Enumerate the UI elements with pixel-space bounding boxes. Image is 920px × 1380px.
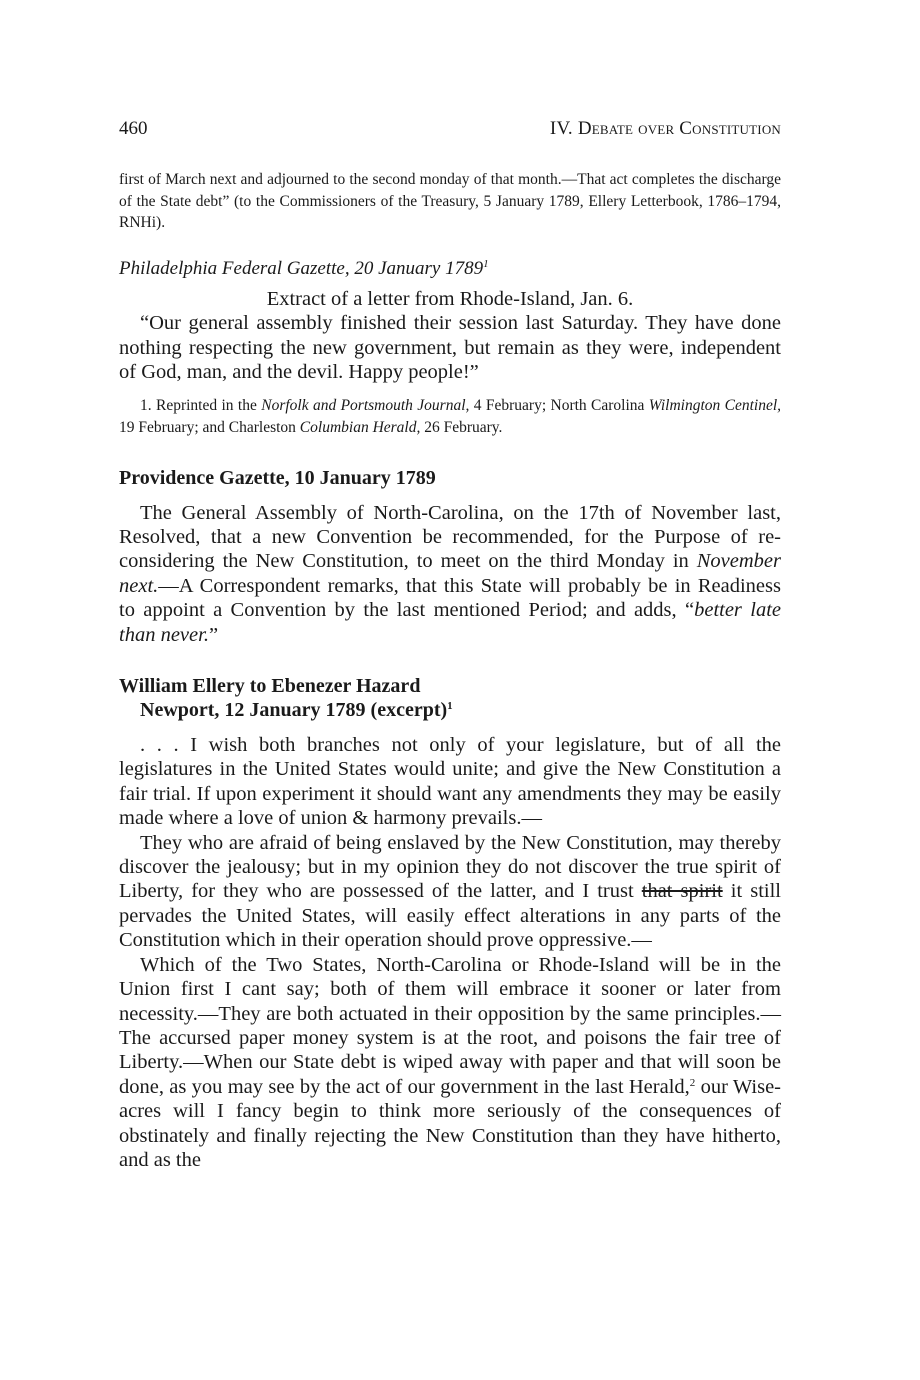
item3-para3-b: our Wise-acres will I fancy begin to think more seriously of the consequences of obstinately and finally rejecting the New Constitution than they have hitherto, and as the xyxy=(119,1075,782,1171)
fn-prefix: Reprinted in the xyxy=(156,397,257,415)
item3-para2-b: it still pervades the United States, will easily effect alterations in any parts of the Constitution which in their operation should prove oppressive.— xyxy=(119,880,782,952)
item2-text-italic: November next. xyxy=(119,550,782,597)
item3-para2 xyxy=(119,831,781,953)
fn-mid1: 4 February; North Carolina xyxy=(473,397,645,415)
item3-para2-a: They who are afraid of being enslaved by the New Constitution, may thereby discover the jealousy; but in my opinion they do not discover the true spirit of Liberty, for they who are possessed of the latter, and I trust xyxy=(119,831,781,903)
item2-text-b: —A Correspondent remarks, that this State will probably be in Readiness to appoint a Convention by the last mentioned Period; and adds, “ xyxy=(119,574,781,622)
fn-mid2: 19 February; and Charleston xyxy=(119,419,296,436)
section-title: IV. Debate over Constitution xyxy=(549,118,781,139)
item2-text-a: The General Assembly of North-Carolina, on the 17th of November last, Resolved, that a new Convention be recommended, for the Purpose of re-considering the New Constitution, to meet on the third Monday in xyxy=(119,501,781,573)
item3-para1: . . . I wish both branches not only of your legislature, but of all the legislatures in the United States would unite; and give the New Constitution a fair trial. If upon experiment it should want any amendments they may be easily made where a love of union & harmony prevails.— xyxy=(119,734,781,830)
item1-source xyxy=(119,258,781,280)
item2-text xyxy=(119,501,781,647)
fn-suffix: 26 February. xyxy=(424,419,503,436)
item1-text: “Our general assembly finished their session last Saturday. They have done nothing respecting the new government, but remain as they were, independent of God, man, and the devil. Happy people!” xyxy=(119,312,781,383)
item2-heading: Providence Gazette, 10 January 1789 xyxy=(119,466,436,489)
item1-dateline: Extract of a letter from Rhode-Island, Jan. 6. xyxy=(266,287,634,310)
item3-heading-line1: William Ellery to Ebenezer Hazard xyxy=(119,675,421,698)
fn-pub2: Wilmington Centinel, xyxy=(648,397,782,415)
item3-heading-line2 xyxy=(140,698,781,722)
item3-para3-note: 2 xyxy=(689,1076,696,1089)
fn-pub1: Norfolk and Portsmouth Journal, xyxy=(261,397,470,415)
item3-heading-text: Newport, 12 January 1789 (excerpt) xyxy=(140,699,448,722)
item3-para3 xyxy=(119,953,781,1173)
item2-text-c: ” xyxy=(208,623,219,646)
item1-footnote xyxy=(119,395,781,438)
page-number: 460 xyxy=(119,118,148,139)
item3-heading-note: 1 xyxy=(447,700,453,713)
struck-text: that spirit xyxy=(641,880,723,903)
item2-quote-italic: better late than never. xyxy=(119,599,781,646)
item3-para3-a: Which of the Two States, North-Carolina or Rhode-Island will be in the Union first I cant say; both of them will embrace it sooner or later from necessity.—They are both actuated in their opposition by the same principles.—The accursed paper money system is at the root, and poisons the fair tree of Liberty.—When our State debt is wiped away with paper and that will soon be done, as you may see by the act of our government in the last Herald, xyxy=(119,953,781,1098)
item1-note-marker: 1 xyxy=(483,257,489,270)
note-continuation: first of March next and adjourned to the second monday of that month.—That act completes the discharge of the State debt” (to the Commissioners of the Treasury, 5 January 1789, Ellery Letterbook, 1786–1794, RNHi). xyxy=(119,171,781,232)
running-head xyxy=(119,118,781,140)
item1-source-title: Philadelphia Federal Gazette, 20 January 1789 xyxy=(119,257,484,279)
document-page xyxy=(119,118,781,1172)
fn-pub3: Columbian Herald, xyxy=(299,419,421,436)
fn-number: 1. xyxy=(140,397,152,415)
